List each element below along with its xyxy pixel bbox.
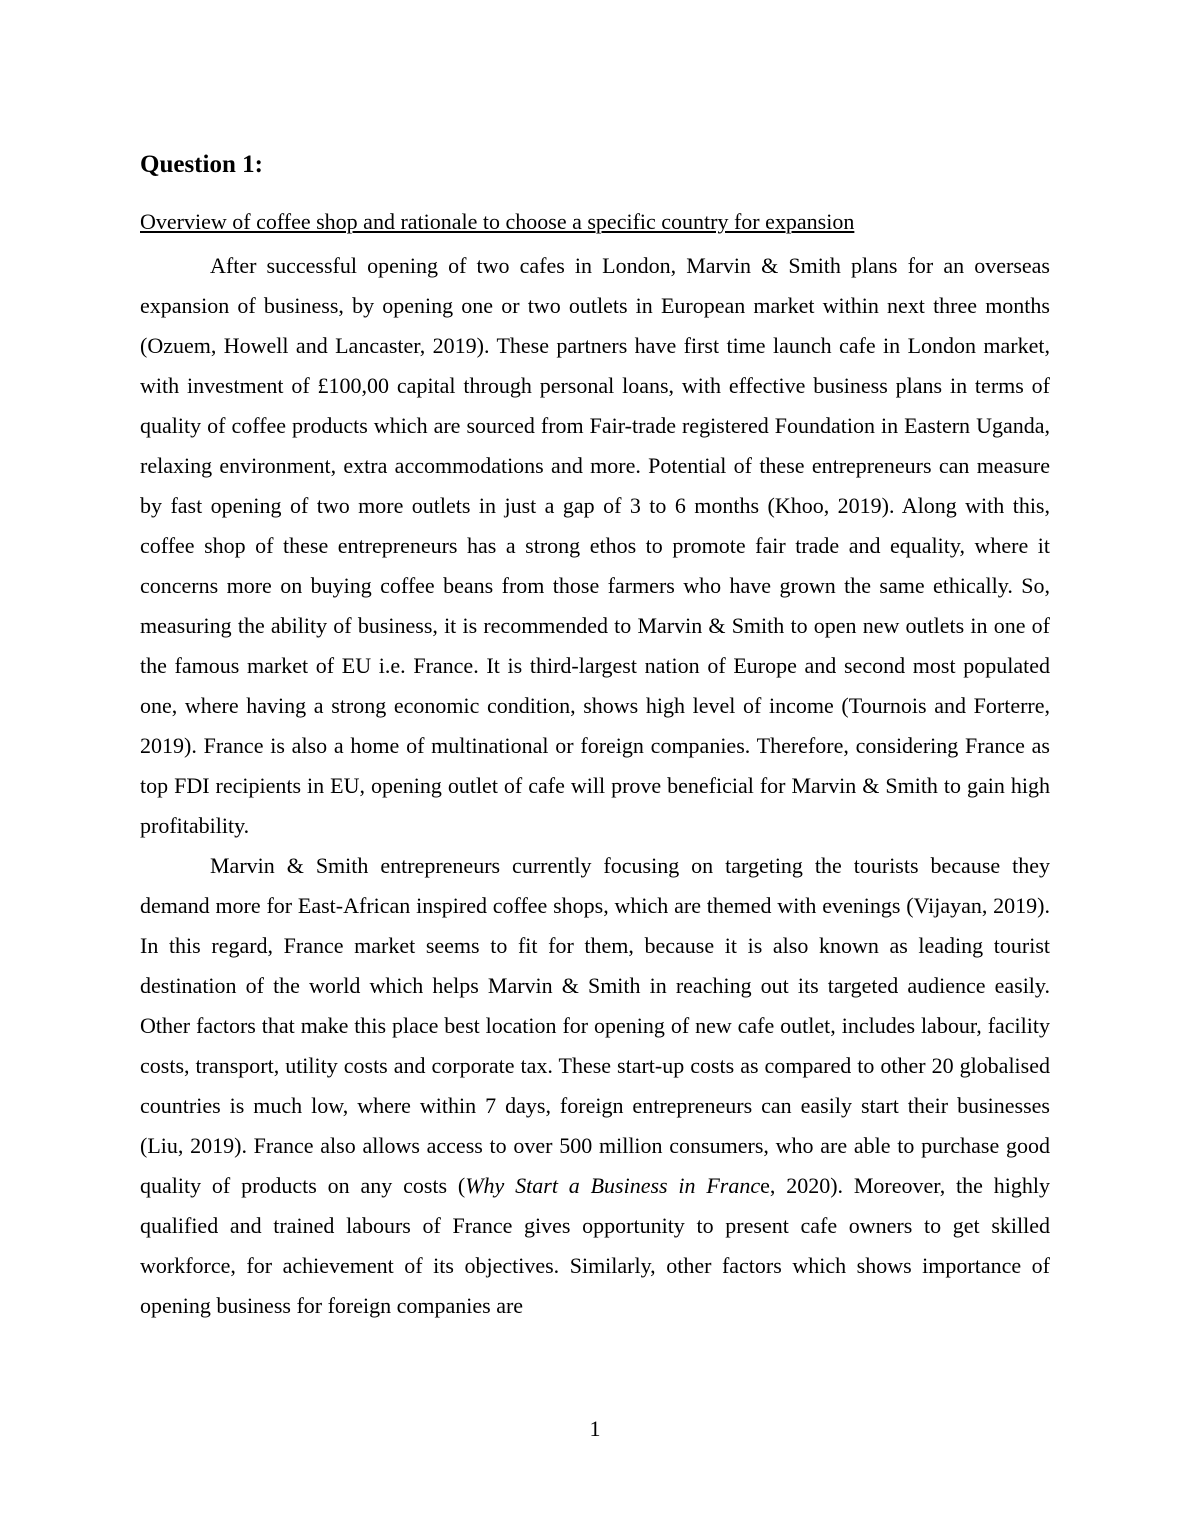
text-segment: After successful opening of two cafes in London, Marvin & Smith plans for an overseas expansion of business, by opening one or two outlets in European market within next three months (Ozuem, Howell and Lancaster, 2019). These partners have first time launch cafe in London market, with investment of £100,00 capital through personal loans, with effective business plans in terms of quality of coffee products which are sourced from Fair-trade registered Foundation in Eastern Uganda, relaxing environment, extra accommodations and more. Potential of these entrepreneurs can measure by fast opening of two more outlets in just a gap of 3 to 6 months (Khoo, 2019). Along with this, coffee shop of these entrepreneurs has a strong ethos to promote fair trade and equality, where it concerns more on buying coffee beans from those farmers who have grown the same ethically. So, measuring the ability of business, it is recommended to Marvin & Smith to open new outlets in one of the famous market of EU i.e. France. It is third-largest nation of Europe and second most populated one, where having a strong economic condition, shows high level of income (Tournois and Forterre, 2019). France is also a home of multinational or foreign companies. Therefore, considering France as top FDI recipients in EU, opening outlet of cafe will prove beneficial for Marvin & Smith to gain high profitability. <box>140 253 1050 838</box>
paragraphs <box>140 246 1050 1326</box>
paragraph <box>140 246 1050 846</box>
text-segment: Marvin & Smith entrepreneurs currently focusing on targeting the tourists because they demand more for East-African inspired coffee shops, which are themed with evenings (Vijayan, 2019). In this regard, France market seems to fit for them, because it is also known as leading tourist destination of the world which helps Marvin & Smith in reaching out its targeted audience easily. Other factors that make this place best location for opening of new cafe outlet, includes labour, facility costs, transport, utility costs and corporate tax. These start-up costs as compared to other 20 globalised countries is much low, where within 7 days, foreign entrepreneurs can easily start their businesses (Liu, 2019). France also allows access to over 500 million consumers, who are able to purchase good quality of products on any costs ( <box>140 853 1050 1198</box>
page-number: 1 <box>589 1416 601 1441</box>
text-segment: e, 2020). Moreover, the highly qualified and trained labours of France gives opportunity to present cafe owners to get skilled workforce, for achievement of its objectives. Similarly, other factors which shows importance of opening business for foreign companies are <box>140 1173 1050 1318</box>
italic-text-segment: Why Start a Business in Franc <box>465 1173 761 1198</box>
paragraph <box>140 846 1050 1326</box>
section-subheading: Overview of coffee shop and rationale to choose a specific country for expansion <box>140 209 855 234</box>
question-heading: Question 1: <box>140 151 263 178</box>
